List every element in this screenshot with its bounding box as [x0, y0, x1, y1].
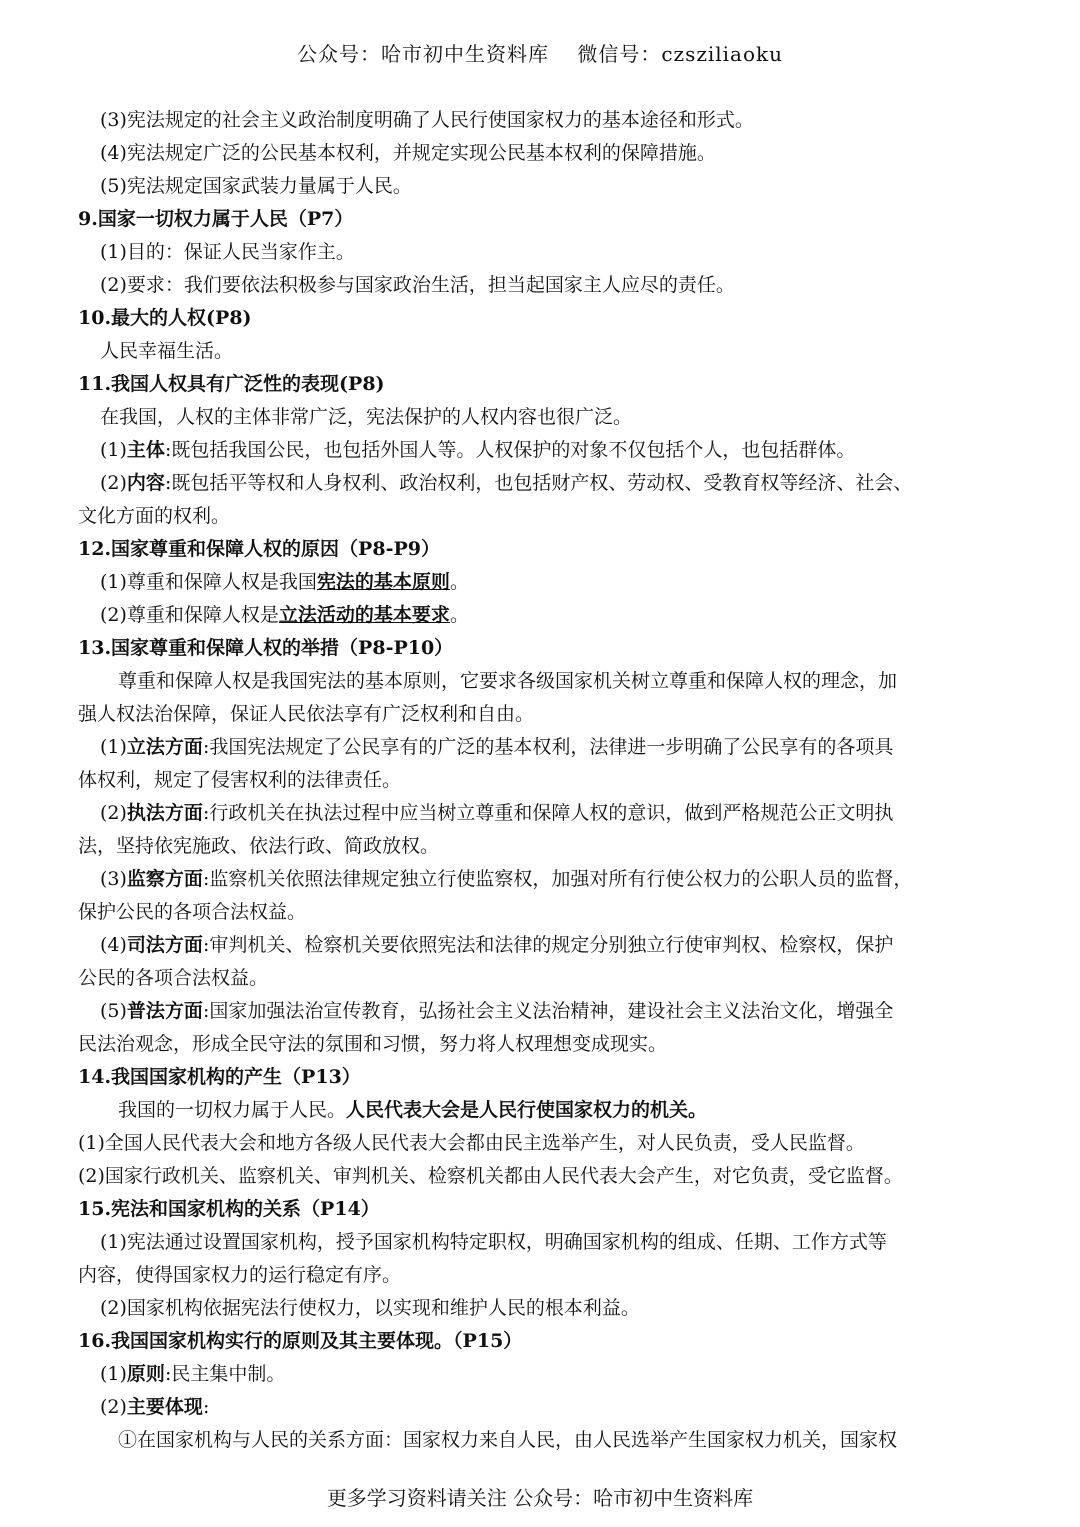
text-segment: (2)	[100, 802, 127, 824]
text-line	[78, 896, 1018, 929]
text-line	[78, 797, 1018, 830]
text-line	[78, 830, 1018, 863]
text-segment: :民主集中制。	[164, 1363, 286, 1385]
text-line	[78, 1094, 1018, 1127]
text-segment: 在我国，人权的主体非常广泛，宪法保护的人权内容也很广泛。	[100, 406, 633, 428]
heading-text: 11.我国人权具有广泛性的表现(P8)	[78, 373, 385, 395]
text-segment: 法，坚持依宪施政、依法行政、简政放权。	[78, 835, 440, 857]
text-line	[78, 731, 1018, 764]
text-line	[78, 104, 1018, 137]
text-segment: (1)全国人民代表大会和地方各级人民代表大会都由民主选举产生，对人民负责，受人民监督。	[78, 1132, 865, 1154]
heading-text: 13.国家尊重和保障人权的举措（P8-P10）	[78, 637, 454, 659]
text-segment: (1)目的：保证人民当家作主。	[100, 241, 355, 263]
bold-key-term: 人民代表大会是人民行使国家权力的机关。	[346, 1099, 708, 1121]
text-segment: 文化方面的权利。	[78, 505, 231, 527]
section-heading	[78, 203, 1018, 236]
text-segment: 体权利，规定了侵害权利的法律责任。	[78, 769, 402, 791]
bold-key-term: 司法方面	[126, 934, 203, 956]
heading-text: 15.宪法和国家机构的关系（P14）	[78, 1198, 380, 1220]
text-segment: (2)	[100, 472, 127, 494]
text-line	[78, 1160, 1018, 1193]
text-segment: (1)	[100, 736, 127, 758]
text-segment: (4)	[100, 934, 127, 956]
bold-key-term: 主要体现	[126, 1396, 203, 1418]
text-segment: 我国的一切权力属于人民。	[118, 1099, 347, 1121]
text-segment: (2)国家机构依据宪法行使权力，以实现和维护人民的根本利益。	[100, 1297, 640, 1319]
heading-text: 16.我国国家机构实行的原则及其主要体现。（P15）	[78, 1330, 523, 1352]
text-segment: 。	[449, 604, 469, 626]
section-heading	[78, 533, 1018, 566]
text-line	[78, 1259, 1018, 1292]
bold-key-term: 普法方面	[126, 1000, 203, 1022]
text-line	[78, 863, 1018, 896]
text-line	[78, 500, 1018, 533]
heading-text: 12.国家尊重和保障人权的原因（P8-P9）	[78, 538, 440, 560]
bold-key-term: 主体	[126, 439, 165, 461]
text-line	[78, 269, 1018, 302]
text-line	[78, 1127, 1018, 1160]
bold-key-term: 原则	[126, 1363, 165, 1385]
section-heading	[78, 368, 1018, 401]
text-segment: (5)宪法规定国家武装力量属于人民。	[100, 175, 412, 197]
bold-key-term: 立法方面	[126, 736, 203, 758]
text-segment: :行政机关在执法过程中应当树立尊重和保障人权的意识，做到严格规范公正文明执	[202, 802, 894, 824]
text-segment: (2)尊重和保障人权是	[100, 604, 279, 626]
text-line	[78, 467, 1018, 500]
section-heading	[78, 1061, 1018, 1094]
section-heading	[78, 1325, 1018, 1358]
text-line	[78, 698, 1018, 731]
text-segment: (1)	[100, 439, 127, 461]
text-line	[78, 137, 1018, 170]
section-heading	[78, 302, 1018, 335]
text-line	[78, 665, 1018, 698]
text-line	[78, 170, 1018, 203]
text-line	[78, 1226, 1018, 1259]
text-segment: :	[202, 1396, 210, 1418]
text-segment: 民法治观念，形成全民守法的氛围和习惯，努力将人权理想变成现实。	[78, 1033, 668, 1055]
bold-key-term: 内容	[126, 472, 165, 494]
text-segment: (2)国家行政机关、监察机关、审判机关、检察机关都由人民代表大会产生，对它负责，受它监督。	[78, 1165, 903, 1187]
text-segment: :既包括平等权和人身权利、政治权利，也包括财产权、劳动权、受教育权等经济、社会、	[164, 472, 913, 494]
text-segment: (1)尊重和保障人权是我国	[100, 571, 317, 593]
text-line	[78, 1292, 1018, 1325]
document-body	[78, 104, 1018, 1457]
text-line	[78, 434, 1018, 467]
text-line	[78, 1424, 1018, 1457]
text-line	[78, 599, 1018, 632]
text-line	[78, 566, 1018, 599]
text-segment: :审判机关、检察机关要依照宪法和法律的规定分别独立行使审判权、检察权，保护	[202, 934, 894, 956]
page-header: 公众号：哈市初中生资料库 微信号：czsziliaoku	[296, 42, 784, 66]
bold-key-term: 执法方面	[126, 802, 203, 824]
heading-text: 14.我国国家机构的产生（P13）	[78, 1066, 361, 1088]
text-segment: (2)	[100, 1396, 127, 1418]
text-segment: 尊重和保障人权是我国宪法的基本原则，它要求各级国家机关树立尊重和保障人权的理念，加	[118, 670, 898, 692]
text-line	[78, 401, 1018, 434]
section-heading	[78, 632, 1018, 665]
text-segment: (2)要求：我们要依法积极参与国家政治生活，担当起国家主人应尽的责任。	[100, 274, 735, 296]
heading-text: 10.最大的人权(P8)	[78, 307, 252, 329]
page-footer: 更多学习资料请关注 公众号：哈市初中生资料库	[326, 1486, 754, 1510]
underlined-key-phrase: 立法活动的基本要求	[278, 604, 450, 626]
text-segment: (3)宪法规定的社会主义政治制度明确了人民行使国家权力的基本途径和形式。	[100, 109, 754, 131]
text-line	[78, 1028, 1018, 1061]
text-segment: :监察机关依照法律规定独立行使监察权，加强对所有行使公权力的公职人员的监督，	[202, 868, 913, 890]
text-segment: 。	[449, 571, 469, 593]
text-segment: 强人权法治保障，保证人民依法享有广泛权利和自由。	[78, 703, 535, 725]
heading-text: 9.国家一切权力属于人民（P7）	[78, 208, 354, 230]
text-segment: :国家加强法治宣传教育，弘扬社会主义法治精神，建设社会主义法治文化，增强全	[202, 1000, 894, 1022]
text-segment: :我国宪法规定了公民享有的广泛的基本权利，法律进一步明确了公民享有的各项具	[202, 736, 894, 758]
text-line	[78, 995, 1018, 1028]
text-segment: (1)宪法通过设置国家机构，授予国家机构特定职权，明确国家机构的组成、任期、工作方式等	[100, 1231, 887, 1253]
section-heading	[78, 1193, 1018, 1226]
text-segment: 内容，使得国家权力的运行稳定有序。	[78, 1264, 402, 1286]
text-line	[78, 1358, 1018, 1391]
text-line	[78, 929, 1018, 962]
underlined-key-phrase: 宪法的基本原则	[316, 571, 450, 593]
text-segment: 公民的各项合法权益。	[78, 967, 269, 989]
text-segment: (3)	[100, 868, 127, 890]
text-line	[78, 764, 1018, 797]
text-segment: (1)	[100, 1363, 127, 1385]
text-line	[78, 1391, 1018, 1424]
text-segment: ①在国家机构与人民的关系方面：国家权力来自人民，由人民选举产生国家权力机关，国家权	[118, 1429, 898, 1451]
text-segment: (4)宪法规定广泛的公民基本权利，并规定实现公民基本权利的保障措施。	[100, 142, 716, 164]
text-line	[78, 236, 1018, 269]
text-segment: (5)	[100, 1000, 127, 1022]
bold-key-term: 监察方面	[126, 868, 203, 890]
text-segment: 保护公民的各项合法权益。	[78, 901, 307, 923]
text-segment: :既包括我国公民，也包括外国人等。人权保护的对象不仅包括个人，也包括群体。	[164, 439, 856, 461]
text-line	[78, 962, 1018, 995]
text-line	[78, 335, 1018, 368]
text-segment: 人民幸福生活。	[100, 340, 234, 362]
